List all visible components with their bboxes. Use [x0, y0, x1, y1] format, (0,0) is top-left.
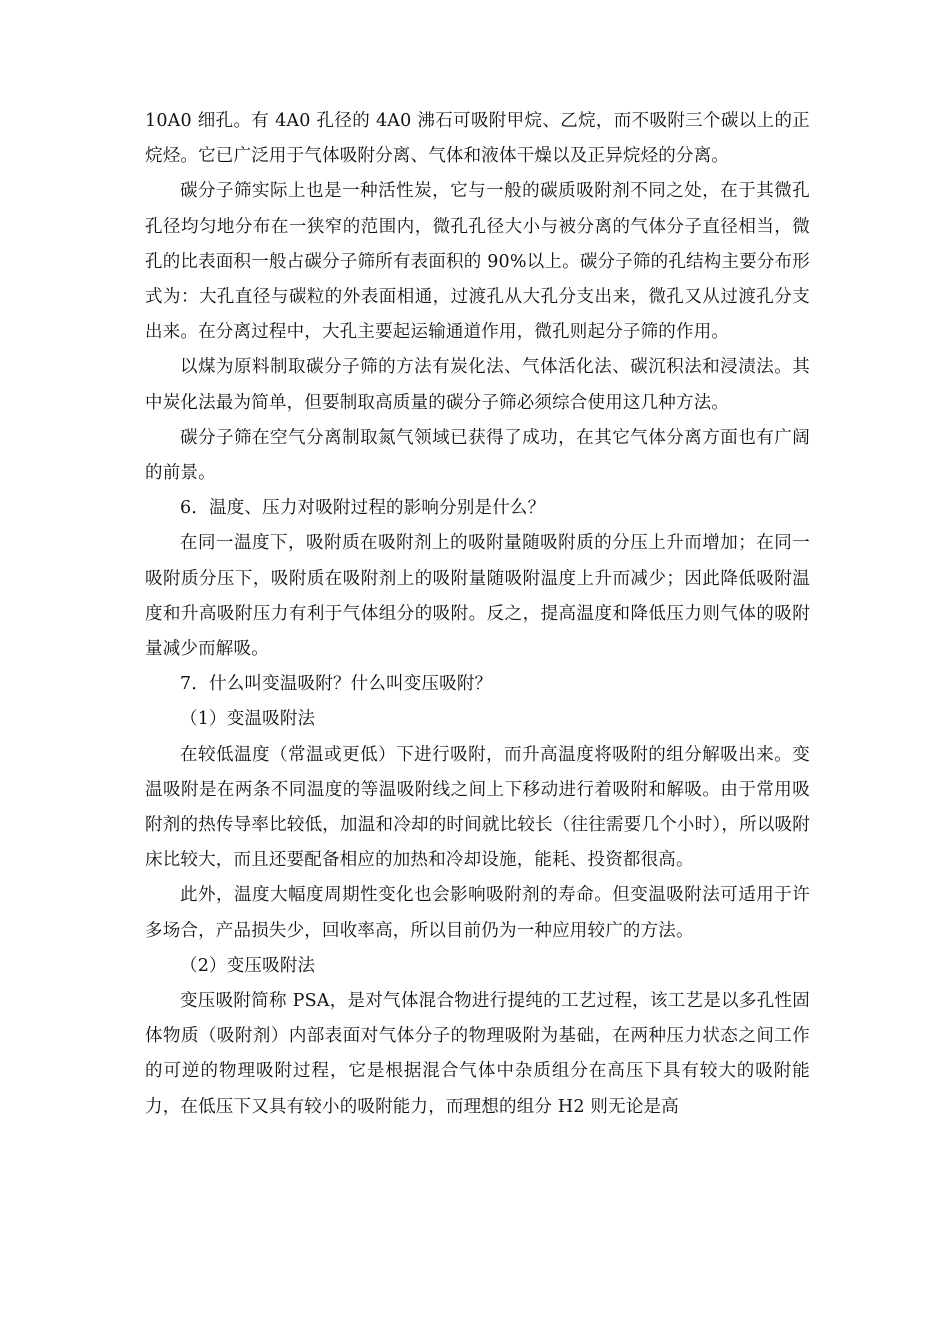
paragraph-coal-preparation: 以煤为原料制取碳分子筛的方法有炭化法、气体活化法、碳沉积法和浸渍法。其中炭化法最为简单，但要制取高质量的碳分子筛必须综合使用这几种方法。 [145, 357, 810, 413]
paragraph-4a0-zeolite: 10A0 细孔。有 4A0 孔径的 4A0 沸石可吸附甲烷、乙烷，而不吸附三个碳以上的正烷烃。它已广泛用于气体吸附分离、气体和液体干燥以及正异烷烃的分离。 [145, 111, 810, 167]
paragraph-tsa-description: 在较低温度（常温或更低）下进行吸附，而升高温度将吸附的组分解吸出来。变温吸附是在两条不同温度的等温吸附线之间上下移动进行着吸附和解吸。由于常用吸附剂的热传导率比较低，加温和冷却的时间就比较长（往往需要几个小时），所以吸附床比较大，而且还要配备相应的加热和冷却设施，能耗、投资都很高。 [145, 744, 810, 871]
subheading-tsa: （1）变温吸附法 [180, 709, 316, 730]
paragraph-tsa-lifetime: 此外，温度大幅度周期性变化也会影响吸附剂的寿命。但变温吸附法可适用于许多场合，产品损失少，回收率高，所以目前仍为一种应用较广的方法。 [145, 885, 810, 941]
paragraph-temperature-pressure: 在同一温度下，吸附质在吸附剂上的吸附量随吸附质的分压上升而增加；在同一吸附质分压下，吸附质在吸附剂上的吸附量随吸附温度上升而减少；因此降低吸附温度和升高吸附压力有利于气体组分的吸附。反之，提高温度和降低压力则气体的吸附量减少而解吸。 [145, 533, 810, 660]
heading-question-6: 6．温度、压力对吸附过程的影响分别是什么？ [180, 498, 546, 519]
paragraph-psa-description: 变压吸附简称 PSA，是对气体混合物进行提纯的工艺过程，该工艺是以多孔性固体物质（吸附剂）内部表面对气体分子的物理吸附为基础，在两种压力状态之间工作的可逆的物理吸附过程，它是根据混合气体中杂质组分在高压下具有较大的吸附能力，在低压下又具有较小的吸附能力，而理想的组分 H2 则无论是高 [145, 991, 810, 1117]
paragraph-air-separation: 碳分子筛在空气分离制取氮气领域已获得了成功，在其它气体分离方面也有广阔的前景。 [145, 427, 810, 484]
heading-question-7: 7．什么叫变温吸附？什么叫变压吸附？ [180, 674, 493, 695]
paragraph-carbon-molecular-sieve: 碳分子筛实际上也是一种活性炭，它与一般的碳质吸附剂不同之处，在于其微孔孔径均匀地分布在一狭窄的范围内，微孔孔径大小与被分离的气体分子直径相当，微孔的比表面积一般占碳分子筛所有表面积的 90%以上。碳分子筛的孔结构主要分布形式为：大孔直径与碳粒的外表面相通，过渡孔从大孔分支出来，微孔又从过渡孔分支出来。在分离过程中，大孔主要起运输通道作用，微孔则起分子筛的作用。 [145, 181, 810, 343]
subheading-psa: （2）变压吸附法 [180, 955, 316, 976]
